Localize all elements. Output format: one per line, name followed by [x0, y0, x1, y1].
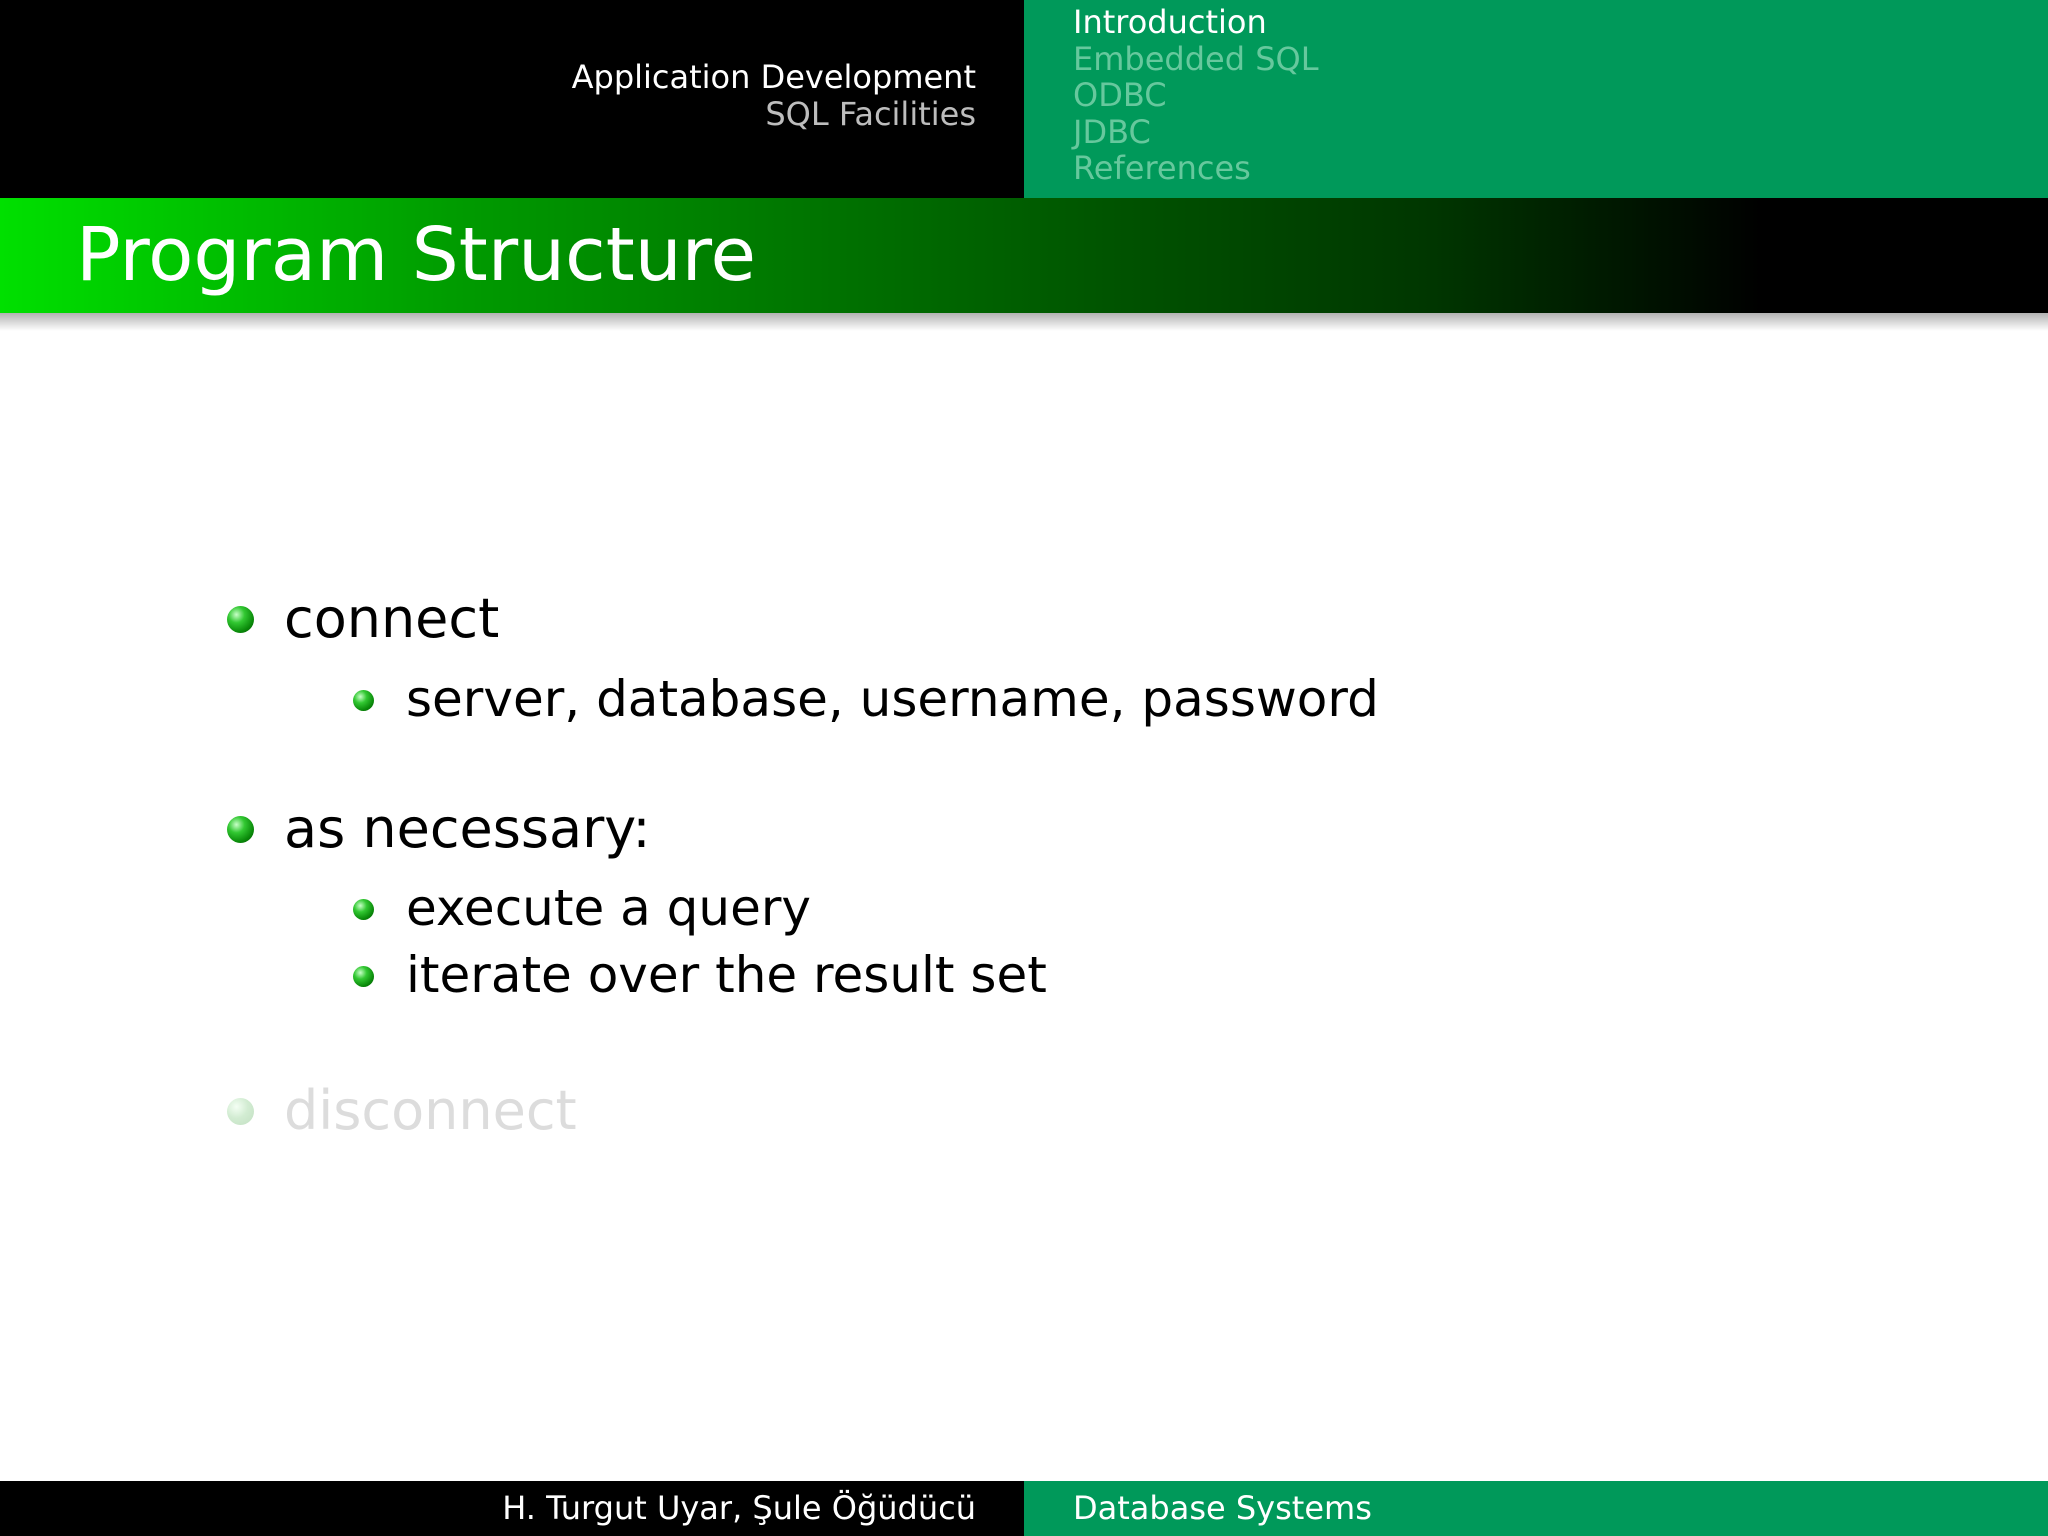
- footer-left-panel: [0, 1481, 1024, 1536]
- bullet-ball-icon: [227, 606, 254, 633]
- footer-authors[interactable]: H. Turgut Uyar, Şule Öğüdücü: [502, 1489, 976, 1527]
- bullet-item-disconnect: [284, 1080, 577, 1142]
- bullet-ball-icon: [353, 966, 374, 987]
- sub-bullet-text: execute a query: [406, 879, 812, 937]
- bullet-ball-icon: [353, 899, 374, 920]
- bullet-ball-icon: [353, 690, 374, 711]
- section-title[interactable]: Application Development: [571, 58, 976, 96]
- nav-item-jdbc[interactable]: JDBC: [1073, 112, 1151, 151]
- subsection-title[interactable]: SQL Facilities: [765, 95, 976, 133]
- footer-right-panel: [1024, 1481, 2048, 1536]
- sub-bullet-text: iterate over the result set: [406, 946, 1047, 1004]
- sub-bullet-item: [406, 670, 1379, 728]
- bullet-text: disconnect: [284, 1079, 577, 1142]
- bullet-text: as necessary:: [284, 797, 651, 860]
- bullet-ball-icon: [227, 1098, 254, 1125]
- nav-item-odbc[interactable]: ODBC: [1073, 76, 1167, 114]
- bullet-text: connect: [284, 587, 500, 650]
- bullet-item-as-necessary: [284, 798, 651, 860]
- sub-bullet-text: server, database, username, password: [406, 670, 1379, 728]
- sub-bullet-item: [406, 946, 1047, 1004]
- frame-title: Program Structure: [76, 212, 756, 298]
- footer-course-title[interactable]: Database Systems: [1073, 1489, 1372, 1527]
- nav-item-references[interactable]: References: [1073, 149, 1251, 187]
- nav-item-introduction[interactable]: Introduction: [1073, 3, 1267, 41]
- bullet-ball-icon: [227, 816, 254, 843]
- bullet-item-connect: [284, 588, 499, 650]
- nav-item-embedded-sql[interactable]: Embedded SQL: [1073, 39, 1319, 78]
- sub-bullet-item: [406, 879, 811, 937]
